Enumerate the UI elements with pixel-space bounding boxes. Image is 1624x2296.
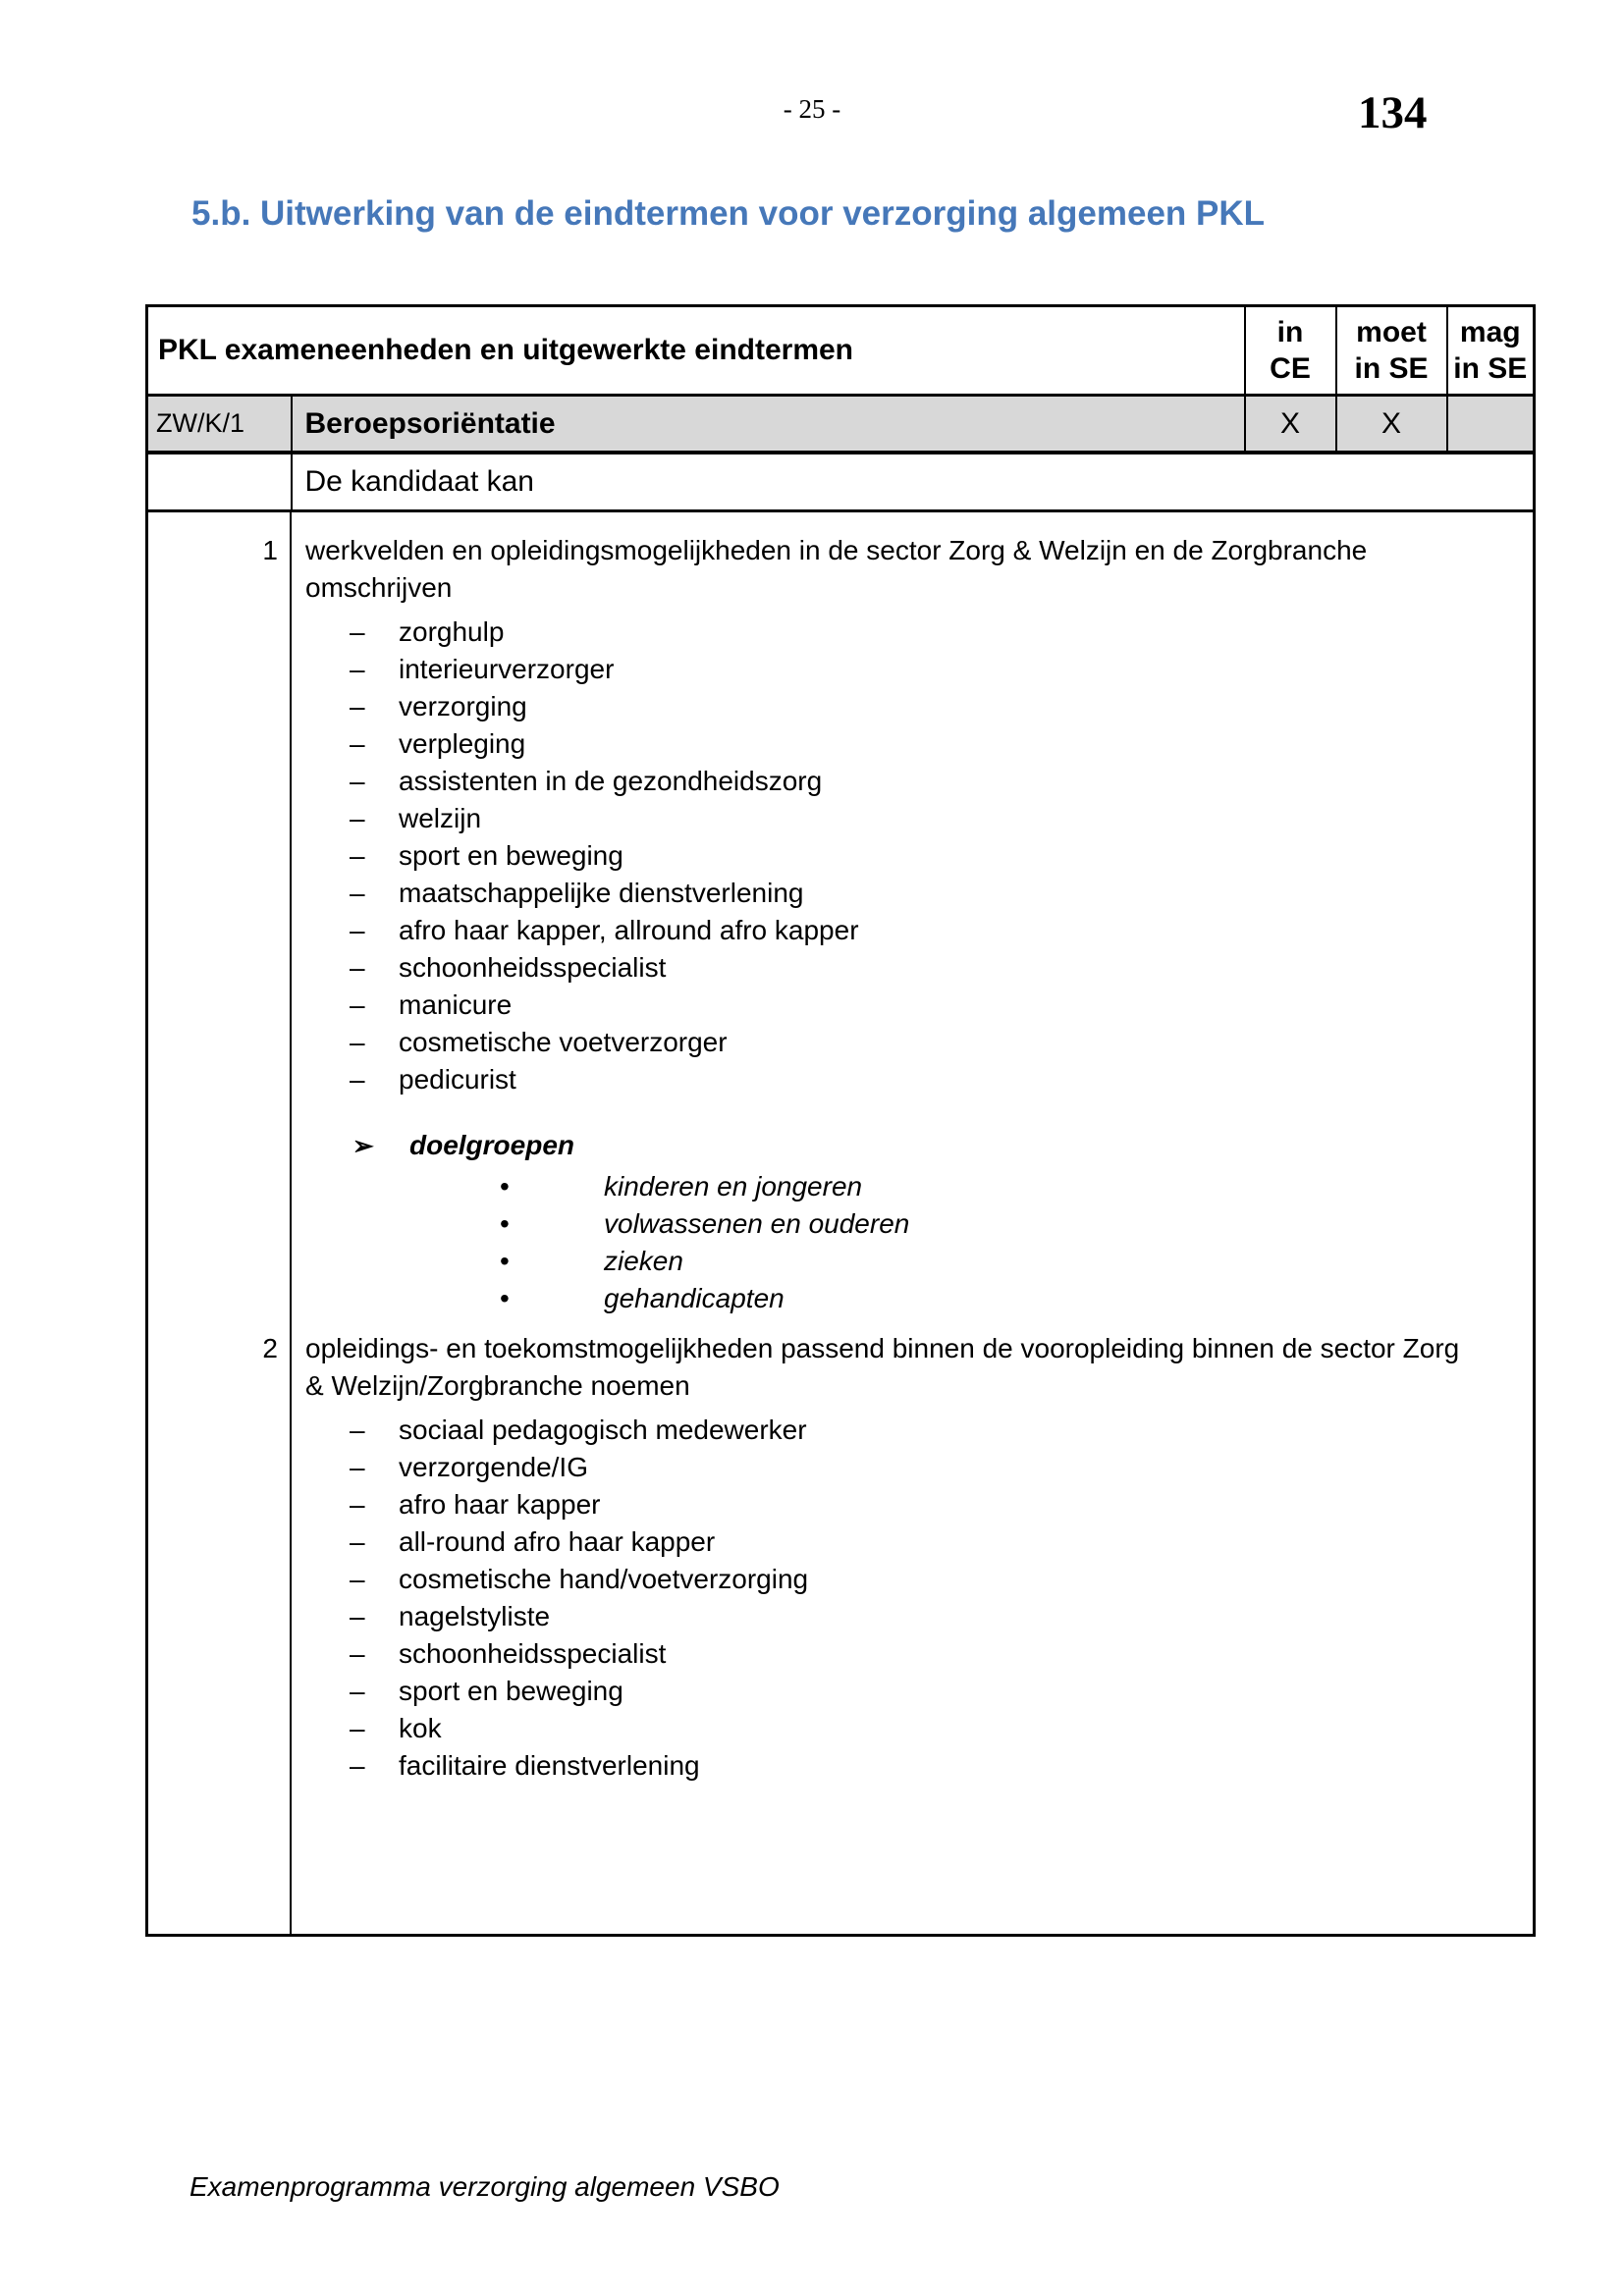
- dash-marker: –: [350, 728, 365, 759]
- column-header-line: moet: [1356, 316, 1427, 348]
- list-item: [305, 1710, 1533, 1747]
- list-item-label: cosmetische voetverzorger: [399, 1027, 728, 1057]
- unit-row: [147, 396, 1535, 454]
- dash-marker: –: [350, 1676, 365, 1706]
- dash-marker: –: [350, 691, 365, 721]
- endterm-text: opleidings- en toekomstmogelijkheden passend binnen de vooropleiding binnen de sector Zorg & Welzijn/Zorgbranche noemen: [305, 1333, 1460, 1401]
- list-item-label: nagelstyliste: [399, 1601, 551, 1631]
- list-item: [305, 614, 1533, 651]
- list-item-label: volwassenen en ouderen: [604, 1208, 910, 1239]
- endterm-text: werkvelden en opleidingsmogelijkheden in de sector Zorg & Welzijn en de Zorgbranche omschrijven: [305, 535, 1368, 603]
- unit-moet-in-se-mark: X: [1336, 396, 1447, 454]
- list-item: [305, 1280, 1533, 1317]
- list-item: [305, 1205, 1533, 1243]
- list-item-label: manicure: [399, 989, 513, 1020]
- dash-marker: –: [350, 1750, 365, 1781]
- list-item: [305, 912, 1533, 949]
- list-item: [305, 1168, 1533, 1205]
- list-item-label: maatschappelijke dienstverlening: [399, 878, 804, 908]
- list-item-label: afro haar kapper: [399, 1489, 601, 1520]
- dash-marker: –: [350, 1489, 365, 1520]
- list-item: [305, 1243, 1533, 1280]
- dash-marker: –: [350, 915, 365, 945]
- list-item-label: verzorging: [399, 691, 527, 721]
- list-item: [305, 800, 1533, 837]
- list-item: [305, 1024, 1533, 1061]
- table-header-main: PKL exameneenheden en uitgewerkte eindtermen: [147, 306, 1245, 396]
- list-item-label: kok: [399, 1713, 442, 1743]
- intro-text: De kandidaat kan: [292, 453, 1535, 511]
- endterm-number: 2: [262, 1333, 278, 1363]
- body-row: [147, 511, 1535, 1936]
- list-item-label: sociaal pedagogisch medewerker: [399, 1415, 807, 1445]
- list-item: [305, 688, 1533, 725]
- document-footer: Examenprogramma verzorging algemeen VSBO: [189, 2171, 780, 2202]
- list-item-label: assistenten in de gezondheidszorg: [399, 766, 823, 796]
- list-item-label: schoonheidsspecialist: [399, 952, 667, 983]
- column-header-moet-in-se: [1336, 306, 1447, 396]
- column-header-mag-in-se: [1447, 306, 1535, 396]
- endterm-item-2: [148, 1330, 1533, 1785]
- list-item-label: verzorgende/IG: [399, 1452, 588, 1482]
- dash-marker: –: [350, 1564, 365, 1594]
- list-item-label: sport en beweging: [399, 1676, 623, 1706]
- endterm-item-1: [148, 532, 1533, 1317]
- list-item-label: all-round afro haar kapper: [399, 1526, 716, 1557]
- list-item-label: schoonheidsspecialist: [399, 1638, 667, 1669]
- list-item: [305, 837, 1533, 875]
- dash-marker: –: [350, 952, 365, 983]
- list-item-label: pedicurist: [399, 1064, 516, 1095]
- endterm-content: [292, 1330, 1533, 1785]
- dash-marker: –: [350, 1415, 365, 1445]
- dash-marker: –: [350, 616, 365, 647]
- list-item: [305, 987, 1533, 1024]
- column-header-line: CE: [1270, 352, 1311, 385]
- list-item-label: sport en beweging: [399, 840, 623, 871]
- column-header-line: in: [1276, 316, 1304, 348]
- column-divider-line: [290, 512, 292, 1934]
- page-count-stamp: 134: [1358, 87, 1428, 138]
- list-item-label: zorghulp: [399, 616, 505, 647]
- subheading-label: doelgroepen: [409, 1130, 575, 1160]
- list-item: [305, 949, 1533, 987]
- dot-bullet-icon: •: [500, 1246, 510, 1276]
- list-item: [305, 1635, 1533, 1673]
- subgroup-bullet-list: [305, 1168, 1533, 1317]
- unit-title: Beroepsoriëntatie: [292, 396, 1245, 454]
- list-item: [305, 875, 1533, 912]
- page-number: - 25 -: [783, 94, 841, 124]
- list-item-label: interieurverzorger: [399, 654, 615, 684]
- list-item: [305, 1486, 1533, 1523]
- intro-row: [147, 453, 1535, 511]
- list-item: [305, 1673, 1533, 1710]
- intro-empty-cell: [147, 453, 292, 511]
- list-item: [305, 1523, 1533, 1561]
- endterm-number: 1: [262, 535, 278, 565]
- column-header-line: mag: [1459, 316, 1521, 348]
- dash-marker: –: [350, 803, 365, 833]
- dash-marker: –: [350, 654, 365, 684]
- list-item-label: welzijn: [399, 803, 482, 833]
- dot-bullet-icon: •: [500, 1283, 510, 1313]
- subheading-doelgroepen: [305, 1127, 1533, 1164]
- list-item-label: facilitaire dienstverlening: [399, 1750, 700, 1781]
- dash-marker: –: [350, 766, 365, 796]
- body-cell: [147, 511, 1535, 1936]
- endterms-table: [145, 304, 1536, 1937]
- list-item: [305, 651, 1533, 688]
- list-item-label: gehandicapten: [604, 1283, 785, 1313]
- dash-marker: –: [350, 989, 365, 1020]
- list-item: [305, 1561, 1533, 1598]
- list-item: [305, 1598, 1533, 1635]
- column-header-line: in SE: [1354, 352, 1429, 385]
- list-item-label: kinderen en jongeren: [604, 1171, 863, 1201]
- dash-marker: –: [350, 1713, 365, 1743]
- list-item: [305, 1412, 1533, 1449]
- list-item-label: verpleging: [399, 728, 526, 759]
- dash-marker: –: [350, 1064, 365, 1095]
- dash-marker: –: [350, 1027, 365, 1057]
- dash-marker: –: [350, 1526, 365, 1557]
- unit-code: ZW/K/1: [147, 396, 292, 454]
- list-item-label: zieken: [604, 1246, 683, 1276]
- dot-bullet-icon: •: [500, 1171, 510, 1201]
- column-header-in-ce: [1245, 306, 1336, 396]
- dash-marker: –: [350, 840, 365, 871]
- arrowhead-bullet-icon: ➢: [352, 1131, 374, 1160]
- table-header-row: [147, 306, 1535, 396]
- unit-mag-in-se-mark: [1447, 396, 1535, 454]
- dash-marker: –: [350, 1638, 365, 1669]
- section-heading: 5.b. Uitwerking van de eindtermen voor verzorging algemeen PKL: [191, 194, 1266, 233]
- list-item: [305, 763, 1533, 800]
- dash-marker: –: [350, 1601, 365, 1631]
- unit-in-ce-mark: X: [1245, 396, 1336, 454]
- dash-marker: –: [350, 878, 365, 908]
- list-item: [305, 1061, 1533, 1098]
- endterm-bullet-list: [305, 614, 1533, 1098]
- list-item-label: cosmetische hand/voetverzorging: [399, 1564, 809, 1594]
- dash-marker: –: [350, 1452, 365, 1482]
- list-item: [305, 725, 1533, 763]
- endterm-content: [292, 532, 1533, 1317]
- list-item: [305, 1747, 1533, 1785]
- list-item: [305, 1449, 1533, 1486]
- column-header-line: in SE: [1453, 352, 1528, 385]
- list-item-label: afro haar kapper, allround afro kapper: [399, 915, 859, 945]
- dot-bullet-icon: •: [500, 1208, 510, 1239]
- endterm-bullet-list: [305, 1412, 1533, 1785]
